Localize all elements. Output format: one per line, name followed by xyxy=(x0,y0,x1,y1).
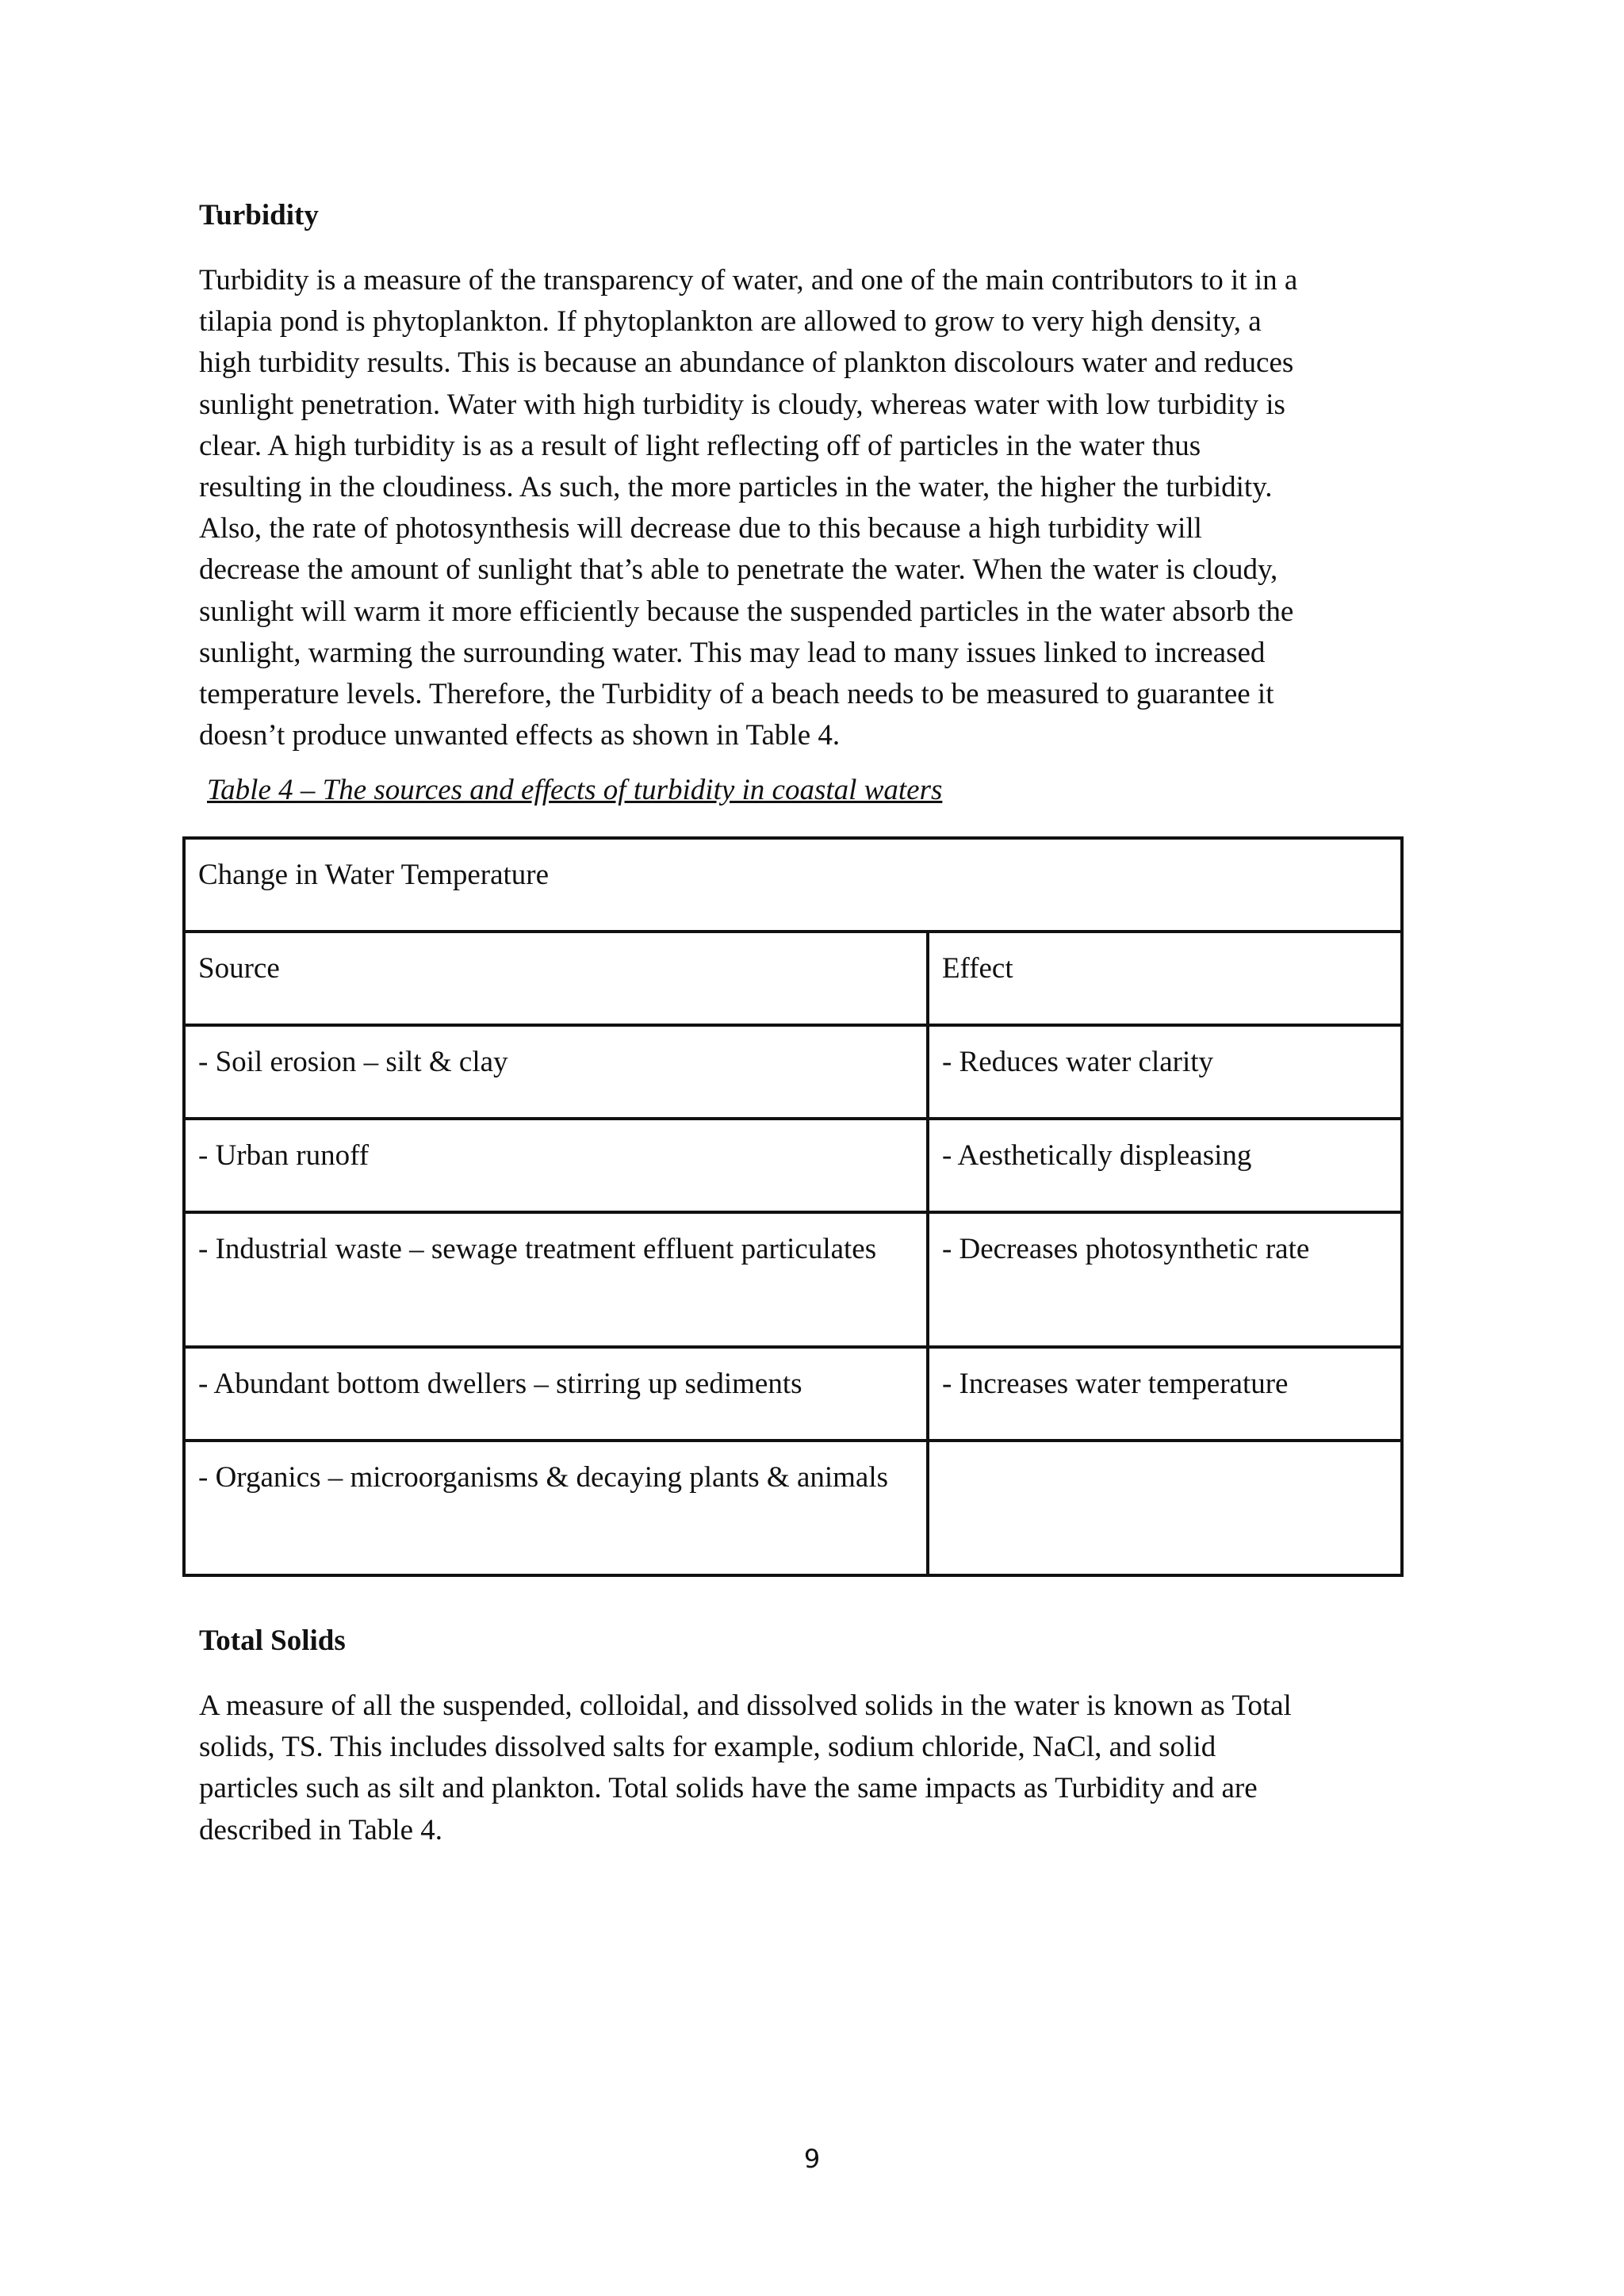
table-title-cell: Change in Water Temperature xyxy=(184,838,1402,932)
paragraph-line: resulting in the cloudiness. As such, the more particles in the water, the higher the turbidity. xyxy=(199,471,1273,504)
paragraph-line: solids, TS. This includes dissolved salts for example, sodium chloride, NaCl, and solid xyxy=(199,1731,1216,1764)
paragraph-line: clear. A high turbidity is as a result of light reflecting off of particles in the water thus xyxy=(199,429,1201,462)
paragraph-line: sunlight penetration. Water with high turbidity is cloudy, whereas water with low turbidity is xyxy=(199,388,1285,421)
paragraph-line: doesn’t produce unwanted effects as shown in Table 4. xyxy=(199,719,841,752)
table-row xyxy=(184,1347,1402,1441)
table-row xyxy=(184,1441,1402,1575)
paragraph-line: described in Table 4. xyxy=(199,1813,443,1846)
paragraph-line: decrease the amount of sunlight that’s able to penetrate the water. When the water is cloudy, xyxy=(199,553,1278,587)
total-solids-paragraph xyxy=(199,1686,1292,1851)
source-cell: - Abundant bottom dwellers – stirring up sediments xyxy=(184,1347,928,1441)
turbidity-heading: Turbidity xyxy=(199,199,319,232)
effect-cell: - Aesthetically displeasing xyxy=(928,1119,1402,1212)
page-number: 9 xyxy=(803,2144,821,2174)
source-cell: - Urban runoff xyxy=(184,1119,928,1212)
source-cell: - Soil erosion – silt & clay xyxy=(184,1025,928,1119)
paragraph-line: particles such as silt and plankton. Total solids have the same impacts as Turbidity and are xyxy=(199,1772,1258,1805)
column-header-effect: Effect xyxy=(928,932,1402,1025)
turbidity-table xyxy=(182,836,1404,1577)
effect-cell: - Increases water temperature xyxy=(928,1347,1402,1441)
effect-cell: - Reduces water clarity xyxy=(928,1025,1402,1119)
total-solids-heading: Total Solids xyxy=(199,1624,346,1657)
paragraph-line: sunlight will warm it more efficiently because the suspended particles in the water absorb the xyxy=(199,595,1294,628)
paragraph-line: high turbidity results. This is because an abundance of plankton discolours water and reduces xyxy=(199,346,1294,380)
table-row xyxy=(184,1119,1402,1212)
paragraph-line: sunlight, warming the surrounding water. This may lead to many issues linked to increased xyxy=(199,636,1266,669)
paragraph-line: temperature levels. Therefore, the Turbidity of a beach needs to be measured to guarantee it xyxy=(199,678,1274,711)
paragraph-line: A measure of all the suspended, colloidal, and dissolved solids in the water is known as Total xyxy=(199,1689,1292,1722)
turbidity-paragraph xyxy=(199,260,1297,756)
paragraph-line: tilapia pond is phytoplankton. If phytoplankton are allowed to grow to very high density, a xyxy=(199,305,1262,339)
table-header-row xyxy=(184,932,1402,1025)
paragraph-line: Also, the rate of photosynthesis will decrease due to this because a high turbidity will xyxy=(199,512,1202,545)
column-header-source: Source xyxy=(184,932,928,1025)
table-row xyxy=(184,1212,1402,1347)
table-caption: Table 4 – The sources and effects of turbidity in coastal waters xyxy=(207,774,943,806)
source-cell: - Organics – microorganisms & decaying plants & animals xyxy=(184,1441,928,1575)
table-row xyxy=(184,1025,1402,1119)
paragraph-line: Turbidity is a measure of the transparency of water, and one of the main contributors to it in a xyxy=(199,264,1298,297)
effect-cell: - Decreases photosynthetic rate xyxy=(928,1212,1402,1347)
source-cell: - Industrial waste – sewage treatment effluent particulates xyxy=(184,1212,928,1347)
table-title-row xyxy=(184,838,1402,932)
effect-cell xyxy=(928,1441,1402,1575)
